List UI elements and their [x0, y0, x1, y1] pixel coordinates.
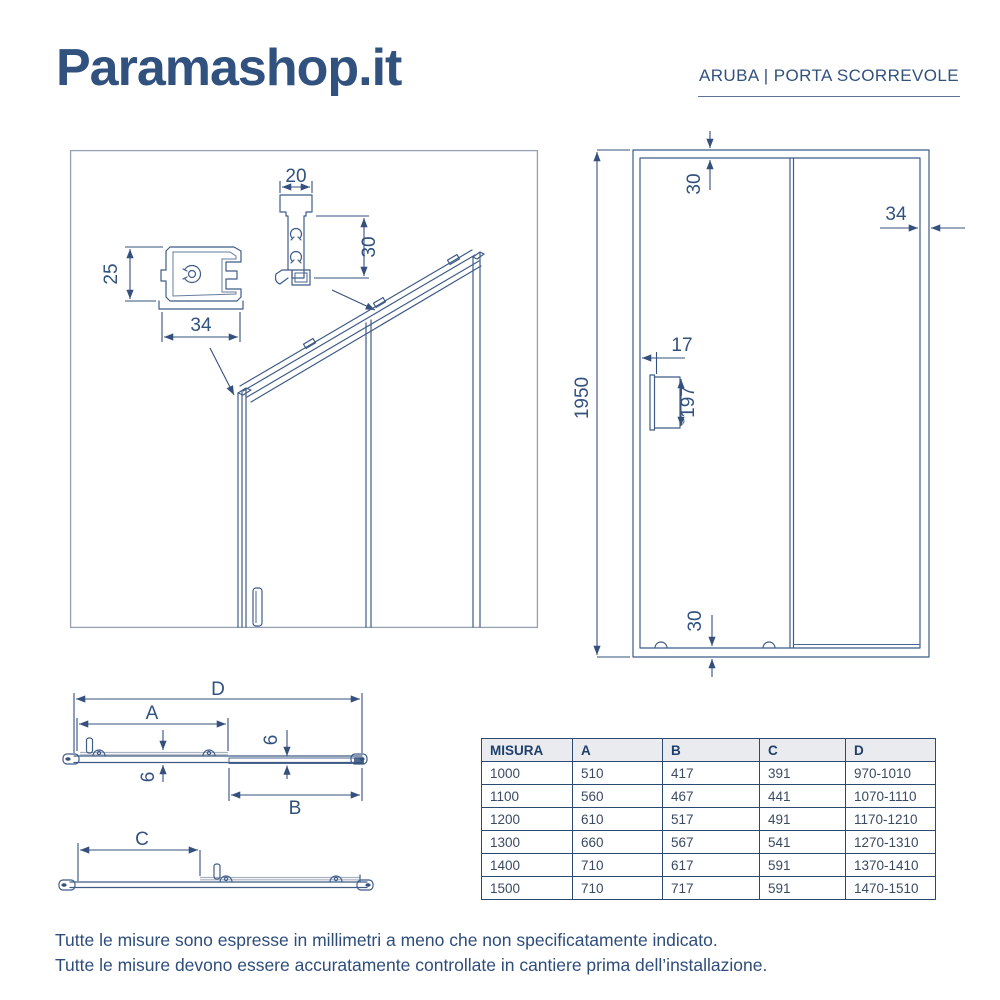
measurements-table	[481, 738, 936, 900]
dim-label-6-fixed: 6	[261, 734, 282, 746]
cell-a: 660	[573, 831, 663, 854]
fixed-panel	[229, 757, 364, 764]
dim-25	[101, 247, 163, 301]
cell-b: 417	[663, 762, 760, 785]
dim-17	[642, 335, 693, 374]
table-row	[482, 854, 936, 877]
cell-misura: 1100	[482, 785, 573, 808]
table-row	[482, 785, 936, 808]
cell-a: 560	[573, 785, 663, 808]
brand-logo: Paramashop.it	[56, 39, 402, 97]
dim-label-25: 25	[101, 263, 122, 285]
door-perspective	[238, 250, 484, 627]
dim-label-right-34: 34	[885, 204, 907, 225]
dim-label-6-door: 6	[138, 771, 159, 783]
leader-wall-profile	[210, 348, 234, 395]
footer-notes	[55, 928, 767, 978]
cell-b: 717	[663, 877, 760, 900]
cell-c: 541	[760, 831, 846, 854]
cell-misura: 1500	[482, 877, 573, 900]
dim-C	[78, 829, 200, 881]
front-view-drawing	[572, 128, 975, 680]
cell-d: 1370-1410	[846, 854, 936, 877]
cell-misura: 1300	[482, 831, 573, 854]
product-line-title: ARUBA | PORTA SCORREVOLE	[698, 66, 960, 97]
dim-label-17: 17	[671, 335, 693, 356]
dim-label-top-30: 30	[684, 173, 705, 195]
cell-b: 467	[663, 785, 760, 808]
sliding-panel-open	[200, 864, 360, 882]
sliding-panel	[80, 738, 228, 756]
cell-misura: 1400	[482, 854, 573, 877]
dim-30	[314, 216, 380, 278]
dim-label-197: 197	[678, 386, 699, 418]
dim-label-B: B	[288, 798, 302, 819]
cell-c: 391	[760, 762, 846, 785]
dim-34	[162, 312, 240, 342]
dim-label-bottom-30: 30	[685, 610, 706, 632]
top-view-closed-drawing	[55, 679, 375, 819]
dim-label-C: C	[135, 829, 149, 850]
wall-profile-section	[159, 247, 243, 309]
dim-B	[229, 768, 362, 819]
cell-d: 1170-1210	[846, 808, 936, 831]
dim-A	[77, 703, 228, 751]
dim-top-30	[684, 131, 710, 195]
profile-and-perspective-drawing	[70, 150, 538, 628]
cell-c: 441	[760, 785, 846, 808]
cell-c: 591	[760, 854, 846, 877]
cell-a: 710	[573, 877, 663, 900]
table-row	[482, 808, 936, 831]
top-rail-profile-section	[276, 195, 313, 285]
dim-label-A: A	[145, 703, 159, 724]
cell-c: 491	[760, 808, 846, 831]
cell-misura: 1200	[482, 808, 573, 831]
dim-bottom-30	[685, 610, 712, 677]
dim-label-30: 30	[359, 236, 380, 258]
cell-a: 710	[573, 854, 663, 877]
cell-b: 517	[663, 808, 760, 831]
table-header-row	[482, 739, 936, 762]
top-view-open-drawing	[55, 828, 380, 903]
dim-D	[74, 679, 362, 753]
cell-b: 567	[663, 831, 760, 854]
cell-d: 970-1010	[846, 762, 936, 785]
col-header-a: A	[573, 739, 663, 762]
col-header-b: B	[663, 739, 760, 762]
cell-d: 1270-1310	[846, 831, 936, 854]
table-row	[482, 831, 936, 854]
footer-note-check: Tutte le misure devono essere accuratamente controllate in cantiere prima dell’installazione.	[55, 955, 768, 975]
dim-label-1950: 1950	[572, 376, 593, 420]
cell-b: 617	[663, 854, 760, 877]
footer-note-units: Tutte le misure sono espresse in millimetri a meno che non specificatamente indicato.	[55, 930, 718, 950]
dim-20	[280, 166, 312, 193]
col-header-misura: MISURA	[482, 739, 573, 762]
cell-c: 591	[760, 877, 846, 900]
track-rail-open	[59, 880, 373, 890]
cell-a: 610	[573, 808, 663, 831]
table-row	[482, 762, 936, 785]
cell-a: 510	[573, 762, 663, 785]
cell-d: 1470-1510	[846, 877, 936, 900]
dim-6-fixed	[261, 730, 287, 779]
cell-d: 1070-1110	[846, 785, 936, 808]
dim-1950	[572, 150, 630, 657]
dim-label-20: 20	[285, 166, 307, 187]
table-row	[482, 877, 936, 900]
cell-misura: 1000	[482, 762, 573, 785]
dim-197	[678, 379, 699, 426]
dim-right-34	[880, 204, 965, 228]
col-header-c: C	[760, 739, 846, 762]
dim-label-D: D	[211, 679, 225, 700]
leader-top-profile	[332, 290, 375, 310]
col-header-d: D	[846, 739, 936, 762]
dim-label-34: 34	[190, 315, 212, 336]
